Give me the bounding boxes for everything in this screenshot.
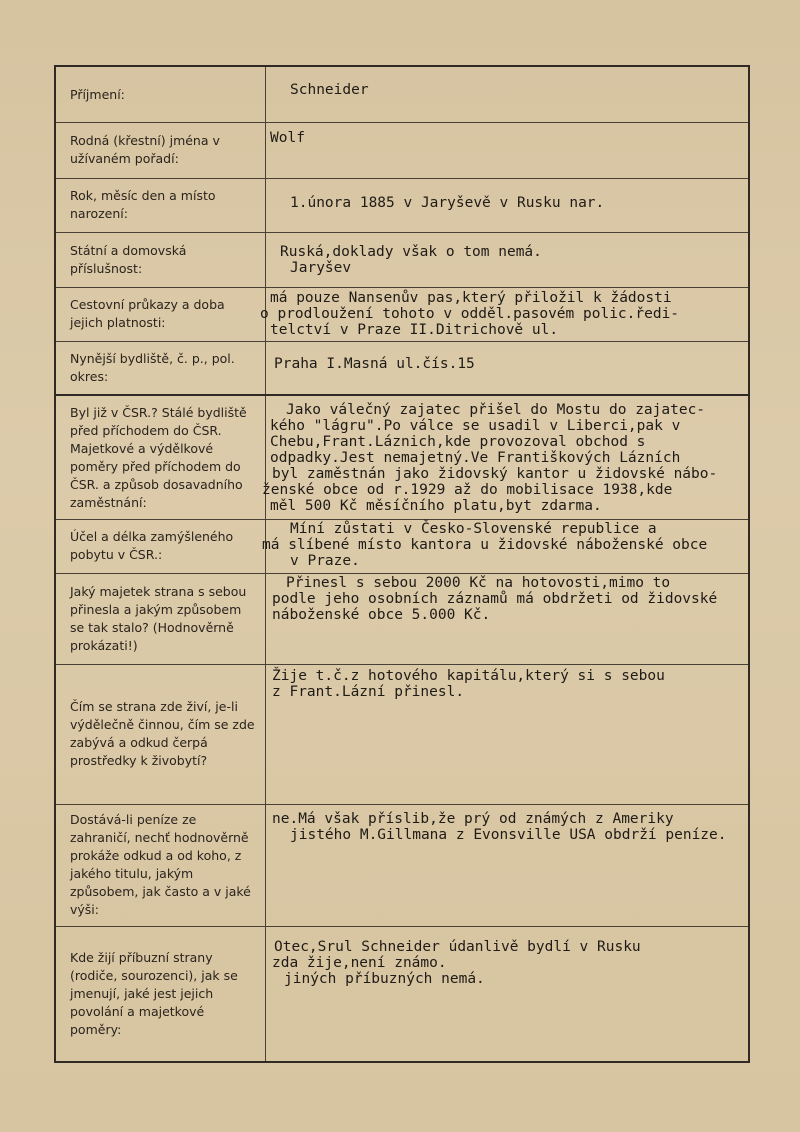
form-row-relatives [56,926,748,1061]
form-row-foreign-money [56,804,748,927]
value-line: telctví v Praze II.Ditrichově ul. [270,322,559,338]
row-label: Kde žijí příbuzní strany (rodiče, sourozenci), jak se jmenují, jaké jest jejich povolání a majetkové poměry: [56,926,266,1061]
value-line: 1.února 1885 v Jaryševě v Rusku nar. [290,195,605,211]
value-line: byl zaměstnán jako židovský kantor u židovské nábo- [272,466,718,482]
value-line: v Praze. [290,553,360,569]
row-label: Cestovní průkazy a doba jejich platnosti: [56,287,266,341]
form-row-livelihood [56,664,748,805]
value-line: zda žije,není známo. [272,955,447,971]
row-label: Byl již v ČSR.? Stálé bydliště před příchodem do ČSR. Majetkové a výdělkové poměry před příchodem do ČSR. a způsob dosavadního zaměstnání: [56,396,266,519]
row-value [262,396,748,519]
form-row-history [56,396,748,520]
form-row-birth [56,178,748,233]
row-label: Nynější bydliště, č. p., pol. okres: [56,341,266,394]
row-label: Dostává-li peníze ze zahraničí, nechť hodnověrně prokáže odkud a od koho, z jakého titulu, jakým způsobem, jak často a v jaké výši: [56,804,266,926]
row-label: Rodná (křestní) jména v užívaném pořadí: [56,122,266,178]
value-line: Praha I.Masná ul.čís.15 [274,356,475,372]
value-line: Míní zůstati v Česko-Slovenské republice a [290,521,657,537]
questionnaire-form [54,65,750,1063]
value-line: Žije t.č.z hotového kapitálu,který si s sebou [272,668,665,684]
row-label: Příjmení: [56,67,266,122]
value-line: Schneider [290,82,369,98]
value-line: Wolf [270,130,305,146]
value-line: z Frant.Lázní přinesl. [272,684,465,700]
value-line: Otec,Srul Schneider údanlivě bydlí v Rusku [274,939,641,955]
row-label: Státní a domovská příslušnost: [56,232,266,287]
row-label: Rok, měsíc den a místo narození: [56,178,266,232]
form-row-residence [56,341,748,396]
value-line: podle jeho osobních záznamů má obdržeti od židovské [272,591,718,607]
row-value [268,804,748,926]
row-value [268,664,748,804]
value-line: odpadky.Jest nemajetný.Ve Františkových Lázních [270,450,681,466]
row-label: Účel a délka zamýšleného pobytu v ČSR.: [56,519,266,573]
value-line: měl 500 Kč měsíčního platu,byt zdarma. [270,498,602,514]
value-line: Chebu,Frant.Láznich,kde provozoval obchod s [270,434,646,450]
row-value [268,67,748,122]
row-value [260,287,748,341]
row-value [262,519,748,573]
form-row-purpose [56,519,748,574]
row-value [268,178,748,232]
row-value [268,926,748,1061]
value-line: ne.Má však příslib,že prý od známých z Ameriky [272,811,674,827]
form-row-property [56,573,748,665]
row-label: Jaký majetek strana s sebou přinesla a jakým způsobem se tak stalo? (Hodnověrně prokázati!) [56,573,266,664]
row-value [268,122,748,178]
value-line: náboženské obce 5.000 Kč. [272,607,491,623]
value-line: jistého M.Gillmana z Evonsville USA obdrží peníze. [290,827,727,843]
row-value [268,341,748,394]
value-line: má slíbené místo kantora u židovské náboženské obce [262,537,708,553]
row-label: Čím se strana zde živí, je-li výdělečně činnou, čím se zde zabývá a odkud čerpá prostředky k živobytí? [56,664,266,804]
form-row-given-names [56,122,748,179]
row-value [268,232,748,287]
form-row-surname [56,67,748,123]
value-line: o prodloužení tohoto v odděl.pasovém polic.ředi- [260,306,680,322]
value-line: jiných příbuzných nemá. [284,971,485,987]
value-line: Jako válečný zajatec přišel do Mostu do zajatec- [286,402,706,418]
value-line: ženské obce od r.1929 až do mobilisace 1938,kde [262,482,673,498]
value-line: kého "lágru".Po válce se usadil v Liberci,pak v [270,418,681,434]
form-row-nationality [56,232,748,288]
value-line: Přinesl s sebou 2000 Kč na hotovosti,mimo to [286,575,671,591]
row-value [268,573,748,664]
value-line: Jaryšev [290,260,352,276]
value-line: Ruská,doklady však o tom nemá. [280,244,542,260]
form-row-travel-documents [56,287,748,342]
value-line: má pouze Nansenův pas,který přiložil k žádosti [270,290,672,306]
